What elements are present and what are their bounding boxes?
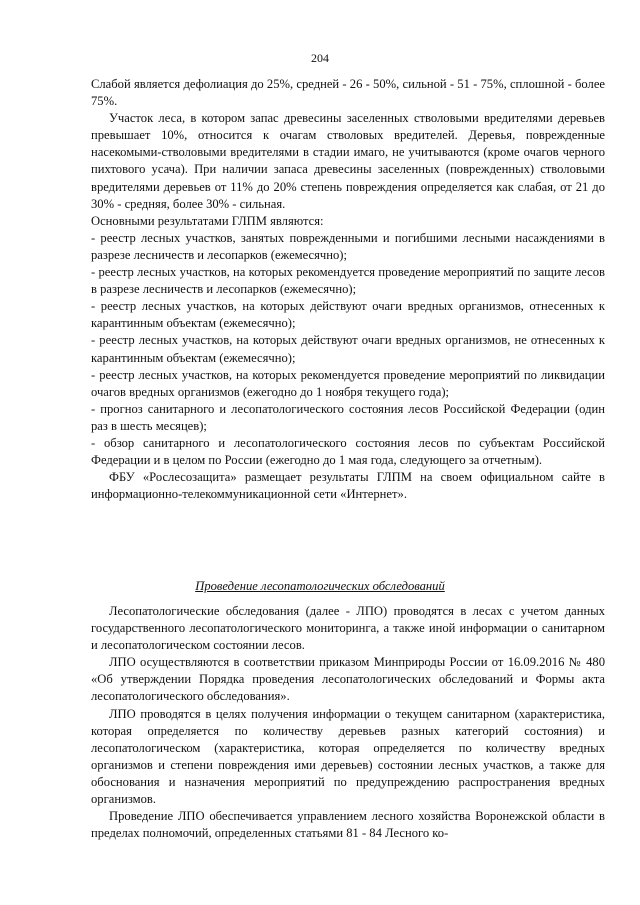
list-item: - реестр лесных участков, занятых поврежденными и погибшими лесными насаждениями в разрезе лесничеств и лесопарков (ежемесячно);	[91, 230, 605, 262]
section-heading: Проведение лесопатологических обследований	[195, 579, 445, 593]
paragraph: ЛПО осуществляются в соответствии приказом Минприроды России от 16.09.2016 № 480 «Об утверждении Порядка проведения лесопатологических обследований и Формы акта лесопатологического обследования».	[91, 655, 605, 704]
paragraph: Лесопатологические обследования (далее - ЛПО) проводятся в лесах с учетом данных государственного лесопатологического мониторинга, а также иной информации о санитарном и лесопатологическом состоянии лесов.	[91, 604, 605, 653]
text-block-surveys	[91, 603, 605, 842]
list-item: - реестр лесных участков, на которых рекомендуется проведение мероприятий по ликвидации очагов вредных организмов (ежегодно до 1 ноября текущего года);	[91, 367, 605, 399]
paragraph: Участок леса, в котором запас древесины заселенных стволовыми вредителями деревьев превышает 10%, относится к очагам стволовых вредителей. Деревья, поврежденные насекомыми-стволовыми вредителями в стадии имаго, не учитываются (кроме очагов черного пихтового усача). При наличии запаса древесины заселенных (поврежденных) стволовыми вредителями деревьев от 11% до 20% степень повреждения определяется как слабая, от 21 до 30% - средняя, более 30% - сильная.	[91, 111, 605, 211]
list-item: - реестр лесных участков, на которых рекомендуется проведение мероприятий по защите лесов в разрезе лесничеств и лесопарков (ежемесячно);	[91, 265, 605, 297]
paragraph: ФБУ «Рослесозащита» размещает результаты ГЛПМ на своем официальном сайте в информационно-телекоммуникационной сети «Интернет».	[91, 470, 605, 502]
paragraph: Слабой является дефолиация до 25%, средней - 26 - 50%, сильной - 51 - 75%, сплошной - более 75%.	[91, 77, 605, 109]
text-block-monitoring	[91, 76, 605, 503]
paragraph: Проведение ЛПО обеспечивается управлением лесного хозяйства Воронежской области в пределах полномочий, определенных статьями 81 - 84 Лесного ко-	[91, 809, 605, 841]
list-item: - реестр лесных участков, на которых действуют очаги вредных организмов, отнесенных к карантинным объектам (ежемесячно);	[91, 299, 605, 331]
list-item: - прогноз санитарного и лесопатологического состояния лесов Российской Федерации (один раз в шесть месяцев);	[91, 401, 605, 433]
page-number: 204	[311, 51, 329, 65]
paragraph: Основными результатами ГЛПМ являются:	[91, 213, 324, 228]
list-item: - реестр лесных участков, на которых действуют очаги вредных организмов, не отнесенных к карантинным объектам (ежемесячно);	[91, 333, 605, 365]
paragraph: ЛПО проводятся в целях получения информации о текущем санитарном (характеристика, которая определяется по количеству деревьев разных категорий состояния) и лесопатологическом (характеристика, которая определяется по количеству вредных организмов и степени повреждения ими деревьев) состоянии лесных участков, а также для обоснования и назначения мероприятий по предупреждению распространения вредных организмов.	[91, 706, 605, 807]
list-item: - обзор санитарного и лесопатологического состояния лесов по субъектам Российской Федерации и в целом по России (ежегодно до 1 мая года, следующего за отчетным).	[91, 435, 605, 468]
